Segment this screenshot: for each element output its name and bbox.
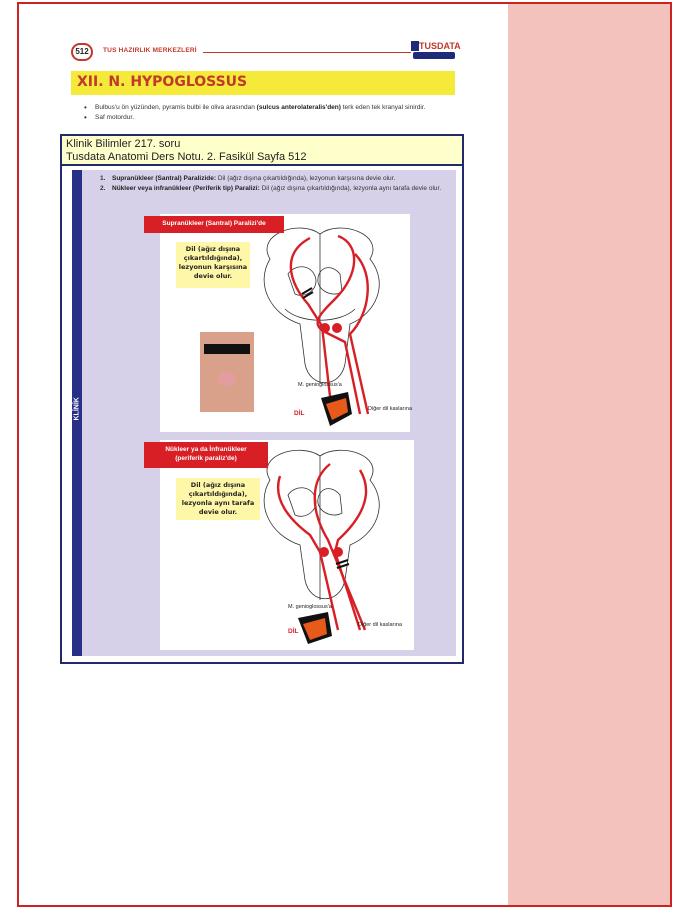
logo-text: TUSDATA xyxy=(419,41,461,51)
side-panel xyxy=(508,4,672,905)
figure1-muscle-label: M. genioglossus'a xyxy=(298,382,342,388)
logo-band xyxy=(413,52,455,59)
overlay-header xyxy=(62,136,462,166)
figure2-title xyxy=(144,442,268,468)
tusdata-logo xyxy=(411,39,461,61)
figure-infranuclear xyxy=(160,440,414,650)
figure2-other-label: Diğer dil kaslarına xyxy=(358,622,403,628)
figure2-muscle-label: M. genioglossus'a xyxy=(288,604,332,610)
overlay-question-ref: Klinik Bilimler 217. soru xyxy=(66,138,181,150)
figure1-title: Supranükleer (Santral) Paralizi'de xyxy=(144,216,284,233)
page-header xyxy=(71,41,461,61)
figure2-tongue-label: DİL xyxy=(288,628,299,635)
page-frame xyxy=(17,2,672,907)
overlay-source-ref: Tusdata Anatomi Ders Notu. 2. Fasikül Sayfa 512 xyxy=(66,151,307,163)
klinik-point: 2. Nükleer veya infranükleer (Periferik tip) Paralizi: Dil (ağız dışına çıkartıldığında), lezyonla aynı tarafa devie olur. xyxy=(100,185,442,192)
bullet-item: • Saf motordur. xyxy=(81,113,457,122)
klinik-label: KLİNİK xyxy=(73,397,81,421)
figure1-other-label: Diğer dil kaslarına xyxy=(368,406,413,412)
document-page xyxy=(19,4,508,905)
photo-eye-bar xyxy=(204,344,250,354)
figure1-tongue-label: DİL xyxy=(294,410,305,417)
section-title-bar xyxy=(71,71,455,95)
figure1-note: Dil (ağız dışına çıkartıldığında), lezyonun karşısına devie olur. xyxy=(176,242,250,288)
bullet-list xyxy=(81,103,457,123)
brainstem-diagram-2 xyxy=(160,440,414,650)
klinik-box xyxy=(72,170,456,656)
figure2-title-line2: (periferik paraliz'de) xyxy=(175,455,237,462)
logo-mark-icon xyxy=(411,41,419,51)
klinik-sidebar xyxy=(72,170,82,656)
figure2-title-line1: Nükleer ya da İnfranükleer xyxy=(165,446,247,453)
page-number: 512 xyxy=(71,43,93,61)
photo-mouth xyxy=(218,372,236,386)
figure2-note: Dil (ağız dışına çıkartıldığında), lezyonla aynı tarafa devie olur. xyxy=(176,478,260,520)
bullet-item: • Bulbus'u ön yüzünden, pyramis bulbi ile oliva arasından (sulcus anterolateralis'den) terk eden tek kranyal sinirdir. xyxy=(81,103,457,112)
publisher-name: TUS HAZIRLIK MERKEZLERİ xyxy=(103,47,197,54)
header-divider xyxy=(203,52,411,53)
klinik-points xyxy=(100,174,450,194)
klinik-point: 1. Supranükleer (Santral) Paralizide: Dil (ağız dışına çıkartıldığında), lezyonun karşısına devie olur. xyxy=(100,175,396,182)
patient-photo xyxy=(200,332,254,412)
section-title: XII. N. HYPOGLOSSUS xyxy=(77,74,248,90)
